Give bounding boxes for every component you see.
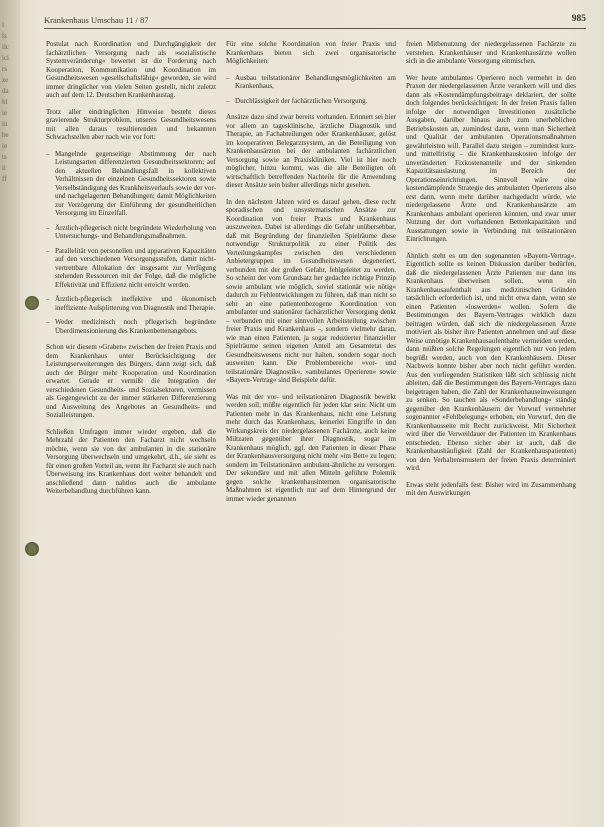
paragraph: Für eine solche Koordination von freier Praxis und Krankenhaus bieten sich zwei organisatorische Möglichkeiten: [226, 40, 396, 65]
margin-fragment: rs [2, 65, 8, 73]
punch-hole-top [25, 296, 39, 310]
margin-fragment: ie [2, 142, 8, 150]
list-item: – Parallelität von personellen und apparativen Kapazitäten auf den verschiedenen Versorgungsstufen, damit nicht-vertrettbare Allokation der insgesamt zur Verfügung stehenden Ressourcen mit der Folge, daß die mögliche Effektivität und Effizienz nicht erreicht werden. [46, 247, 216, 290]
list-item: – Weder medizinisch noch pflegerisch begründete Überdimensionierung des Krankenbettenangebots. [46, 318, 216, 335]
margin-fragment: ff [2, 175, 7, 183]
bullet-list [226, 74, 396, 106]
margin-fragment: l [2, 21, 4, 29]
page-number: 985 [571, 14, 586, 24]
bullet-list [46, 150, 216, 336]
paragraph: freien Mitbenutzung der niedergelassenen Fachärzte zu verstehen. Krankenhäuser und Krankenhausärzte wollen sich in die ambulante Versorgung einmischen. [406, 40, 576, 65]
list-item: – Ärztlich-pflegerisch nicht begründete Wiederholung von Untersuchungs- und Behandlungsmaßnahmen. [46, 224, 216, 241]
margin-fragment: ici [2, 54, 9, 62]
margin-fragment: be [2, 131, 9, 139]
paragraph: In den nächsten Jahren wird es darauf gehen, diese recht sporadischen und unsystematischen Ansätze zur Koordination von freier Praxis und Krankenhaus auszuweiten. Dabei ist allerdings die Gefahr unübersehbar, daß mit Begründung der finanziellen Spielräume diese notwendige Strukturpolitik zu einer Politik des Verteilungskampfes zwischen den verschiedenen Anbietergruppen im Gesundheitswesen degeneriert, verbunden mit der großen Gefahr, fehlgeleitet zu werden. So scheint der vom Grundsatz her gedachte richtige Prinzip sowie ambulant wie möglich, soviel stationär wie nötig« dadurch zu Fehlentwicklungen zu führen, daß man nicht so sehr an eine patientenbezogene Koordination von ambulanter und stationärer fachärztlicher Versorgung denkt – verbunden mit einer sinnvollen Arbeitsteilung zwischen freier Praxis und Krankenhaus –, sondern vielmehr daran, wie man einen Patienten, ja sogar reduzierter finanzieller Spielräume seinen eigenen Anteil am Gesamtetat des Gesundheitswesens nicht nur halten, sondern sogar noch ausweiten kann. Die Problembereiche »vor- und teilstationäre Diagnostik«, »ambulantes Operieren« sowie »Bayern-Vertrag« sind Beispiele dafür. [226, 197, 396, 384]
list-item: – Mangelnde gegenseitige Abstimmung der nach Leistungsarten differenzierten Gesundheitssektoren; auf den aktuellen Behandlungsfall in kollektiven Verhältnissen der einzelnen Gesundheitssektoren sowie Verselbständigung des Krankheitsverlaufs sowie der vor- und nachgelagerten Behandlungen; damit Möglichkeiten zur Verzögerung der Einführung der gesundheitlichen Versorgung im Einzelfall. [46, 150, 216, 218]
margin-fragment: in [2, 120, 8, 128]
paragraph: Schließen Umfragen immer wieder ergeben, daß die Mehrzahl der Patienten den Facharzt nicht wechseln möchte, wenn sie von der ambulanten in die stationäre Versorgung überwechseln und umgekehrt, d.h., sie sieht es für einen großen Vorteil an, wenn ihr Facharzt sie auch nach Überweisung ins Krankenhaus dort weiter behandelt und anschließend dann nahtlos auch die ambulante Weiterbehandlung durchführen kann. [46, 427, 216, 495]
paragraph: Postulat nach Koordination und Durchgängigkeit der fachärztlichen Versorgung nach als »sozialistische Systemveränderung« bewertet ist die Forderung nach Kooperation, Kommunikation und Koordination im Gesundheitswesen »gesellschaftsfähig« geworden, sie wird immer dringlicher von vielen Seiten gestellt, nicht zuletzt auch auf dem 12. Deutschen Krankenhaustag. [46, 40, 216, 99]
paragraph: Ähnlich steht es um den sogenannten »Bayern-Vertrag«. Eigentlich sollte es keinen Diskussion darüber bedürfen, daß die niedergelassenen Ärzte Patienten nur dann ins Krankenhaus überweisen sollen, wenn ein Krankenhausaufenthalt aus medizinischen Gründen tatsächlich erforderlich ist, und nicht etwa dann, wenn sie einen Patienten »loswerden« wollen. Sofern die Bestimmungen des Bayern-Vertrages wirklich dazu beitragen würden, daß sich die niedergelassenen Ärzte motiviert als bisher ihre Patienten annehmen und auf diese Weise unnötige Krankenhausaufenthalte vermeiden werden, dann müßten solche Regelungen eigentlich nur von jedem begrüßt werden, auch von den Krankenhäusern. Dieser Nachweis konnte bisher aber noch nicht geführt werden. Aus den vorliegenden Statistiken läßt sich schlüssig nicht ableiten, daß die Bestimmungen des Bayern-Vertrages dazu beigetragen haben, die Zahl der Krankenhauseinweisungen zu senken. So tauchen als »Sonderbehandlung« ständig gegenüber den Krankenhäusern der Vorwurf vermehrter sogenannter »Fehlbelegung« erhoben, ein Vorwurf, den die Krankenhausseite mit Recht zurückweist. Mit Sicherheit wird über die Verweildauer der Patienten im Krankenhaus entschieden. Ebenso sicher aber ist auch, daß die Krankenhaushäufigkeit (Zahl der Krankenhauspatienten) von den Verhaltensmustern der freien Praxis determiniert wird. [406, 251, 576, 472]
margin-fragment: it [2, 164, 6, 172]
paragraph: Was mit der vor- und teilstationären Diagnostik bewirkt werden soll, müßte eigentlich für jeden klar sein: Nicht um Patienten mehr in das Krankenhaus, nicht eine Leistung mehr durch das Krankenhaus, keinerlei Eingriffe in den Wirkungskreis der niedergelassenen Fachärzte, auch keine Miltzaten gegenüber ihrer Diagnostik, sogar im Krankenhaus möglich, ggf. den Patienten in dieser Phase der Krankenhausversorgung nicht mehr »im Bett« zu legen; sondern im Teilstationären ambulant-ähnliche zu versorgen. Der sekundäre und mit allen Mitteln geführte Polemik gegen solche krankenhausinternen organisatorische Maßnahmen ist eigentlich nur auf dem Hintergrund der immer wieder genannten [226, 392, 396, 503]
text-column-1 [46, 40, 216, 820]
margin-fragment: ts [2, 153, 7, 161]
list-item: – Ärztlich-pflegerisch ineffektive und ökonomisch ineffiziente Aufsplitterung von Diagnostik und Therapie. [46, 295, 216, 312]
margin-fragment: da [2, 87, 9, 95]
margin-fragment: ilc [2, 43, 9, 51]
paragraph: Trotz aller eindringlichen Hinweise besteht dieses gravierende Strukturproblem, unseres Gesundheitswesens mit allen daraus resultierenden und bekannten Schwachstellen aber nach wie vor fort: [46, 107, 216, 141]
punch-hole-bottom [25, 542, 39, 556]
text-column-3 [406, 40, 576, 820]
paragraph: Wer heute ambulantes Operieren noch vermehrt in den Praxen der niedergelassenen Ärzte verankern will und dies dann als »Kostendämpfungsbeitrag« deklariert, der sollte doch folgendes berücksichtigen: In der freien Praxis fallen infolge der notwendigen Investitionen zusätzliche Ausgaben, darüber hinaus auch zum unerheblichen Betriebskosten an, zumindest dann, wenn man Sicherheit und Qualität der ambulanten Operationsmaßnahmen gewährleisten will. Parallel dazu steigen – zumindest kurz- und mittelfristig – die Krankenhauskosten infolge der unveränderten Fixkostenanteile und der sinkenden Kapazitätsauslastung im Bereich der Operationseinrichtungen. Sinnvoll wäre eine kostendämpfende Strategie des ambulanten Operierens also erst dann, wenn mehr darüber nachgedacht würde, wie niedergelassene Ärzte und Krankenhausärzte am Krankenhaus ambulant operieren könnten, und zwar unter Nutzung der dort vorhandenen Bettenkapazitäten und Ausstattungen sowie in Verbindung mit teilstationären Einrichtungen. [406, 73, 576, 243]
journal-title: Krankenhaus Umschau 11 / 87 [44, 15, 149, 25]
margin-fragment: ie [2, 109, 8, 117]
list-item: – Ausbau teilstationärer Behandlungsmöglichkeiten am Krankenhaus, [226, 74, 396, 91]
margin-fragment: ze [2, 76, 9, 84]
text-column-2 [226, 40, 396, 820]
margin-fragment: hl [2, 98, 8, 106]
paragraph: Schon wir diesem »Graben« zwischen der freien Praxis und dem Krankenhaus unter Berücksichtigung der Leistungserweiterungen des Bürgers, dann zeigt sich, daß auch der Bürger mehr Kooperation und Koordination erwartet. Gerade er vermißt die Integration der verschiedenen Gesundheits- und Sozialsektoren, vermissen als Gegengewicht zu der immer stärkeren Differenzierung und Ausweitung des Angebotes an Gesundheits- und Sozialleistungen. [46, 343, 216, 419]
running-header [44, 14, 586, 29]
paragraph: Etwas steht jedenfalls fest: Bisher wird im Zusammenhang mit den Auswirkungen [406, 480, 576, 497]
margin-text-fragments [2, 20, 18, 185]
list-item: – Durchlässigkeit der fachärztlichen Versorgung. [226, 97, 396, 106]
paragraph: Ansätze dazu sind zwar bereits vorhanden. Erinnert sei hier vor allem an tagesklinische, ärztliche Diagnostik und Therapie, an Fachabteilungen oder Krankenhäuser, gelöst im kooperativen Belegarztsystem, an die Beteiligung von Krankenhausärzten bei der ambulanten fachärztlichen Versorgung sowie an Praxiskliniken. Viel ist hier noch möglicher, hinzu kommt, was die alle Beteiligten oft wirtschaftlich betreffenden Nachteile für die Anwendung dieser Ansätze sein bisher allerdings nicht gesehen. [226, 113, 396, 189]
margin-fragment: ls [2, 32, 7, 40]
